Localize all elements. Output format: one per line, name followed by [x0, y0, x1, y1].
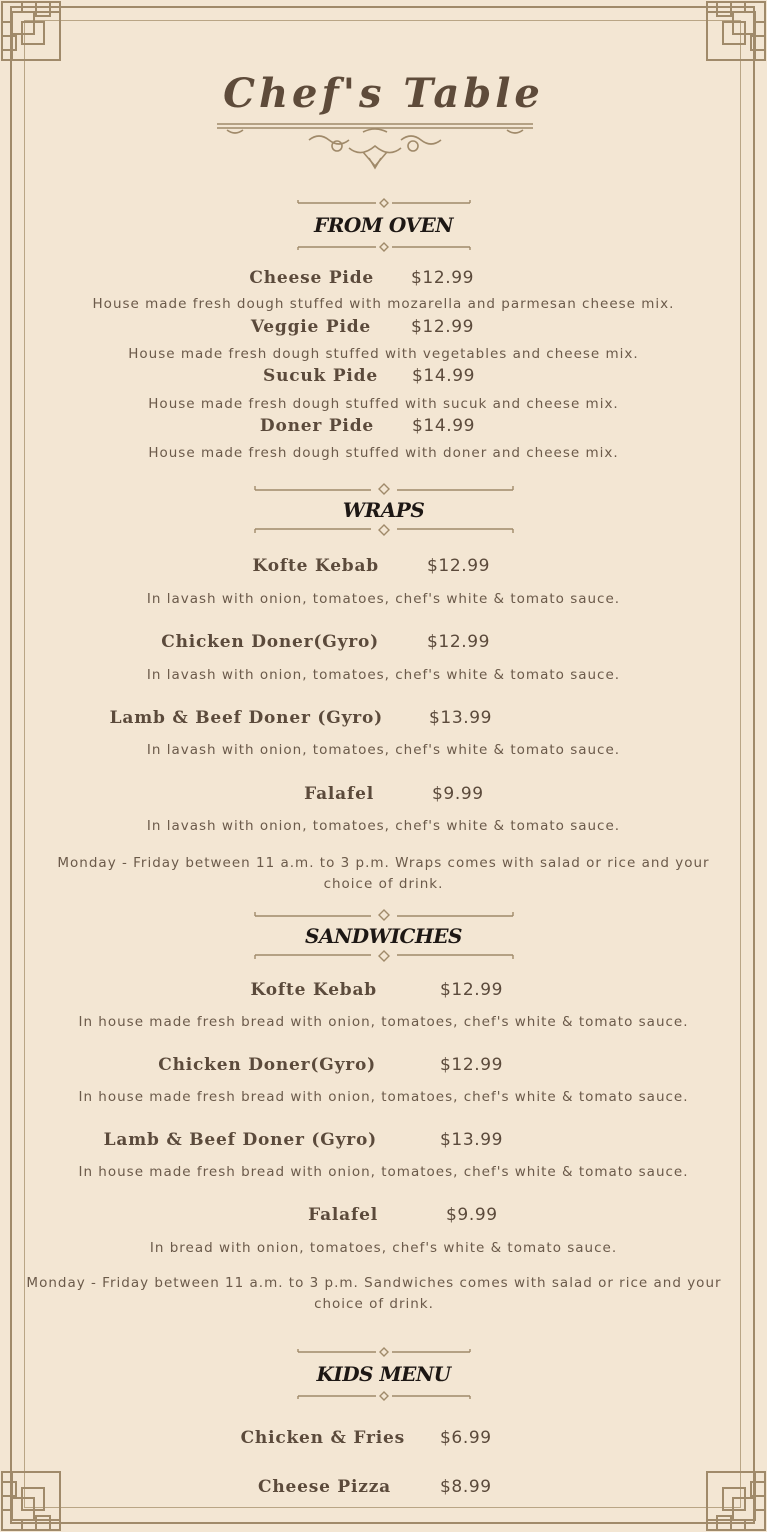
item-description: House made fresh dough stuffed with vegetables and cheese mix.: [128, 346, 639, 362]
section-heading: WRAPS: [342, 498, 425, 522]
title-flourish-icon: [213, 118, 537, 176]
item-name: Kofte Kebab: [252, 556, 379, 576]
item-price: $13.99: [429, 708, 493, 728]
section-heading: SANDWICHES: [305, 924, 462, 948]
menu-item: [0, 1477, 767, 1501]
menu-item: [0, 708, 767, 732]
section-wraps: [0, 481, 767, 538]
menu-item: [0, 556, 767, 580]
item-description: In lavash with onion, tomatoes, chef's white & tomato sauce.: [146, 591, 621, 607]
section-divider-top: [294, 196, 474, 208]
sandwiches-note: Monday - Friday between 11 a.m. to 3 p.m. Sandwiches comes with salad or rice and your choice of drink.: [26, 1275, 722, 1312]
item-name: Falafel: [304, 784, 374, 804]
menu-item: [0, 784, 767, 808]
menu-item: [0, 366, 767, 390]
menu-item: [0, 268, 767, 292]
section-divider-bottom: [294, 1391, 474, 1403]
item-name: Chicken Doner(Gyro): [158, 1055, 376, 1075]
item-name: Chicken & Fries: [240, 1428, 405, 1448]
item-price: $8.99: [440, 1477, 492, 1497]
item-name: Chicken Doner(Gyro): [161, 632, 379, 652]
menu-item: [0, 1205, 767, 1229]
item-description: House made fresh dough stuffed with sucuk and cheese mix.: [148, 396, 619, 412]
menu-item: [0, 980, 767, 1004]
menu-item: [0, 1428, 767, 1452]
item-name: Doner Pide: [259, 416, 374, 436]
section-divider-bottom: [294, 242, 474, 254]
menu-item: [0, 416, 767, 440]
item-price: $14.99: [412, 416, 476, 436]
section-divider-top: [251, 907, 517, 921]
item-description: In house made fresh bread with onion, tomatoes, chef's white & tomato sauce.: [78, 1014, 689, 1030]
item-price: $9.99: [446, 1205, 498, 1225]
item-description: In house made fresh bread with onion, tomatoes, chef's white & tomato sauce.: [78, 1089, 689, 1105]
item-name: Lamb & Beef Doner (Gyro): [109, 708, 383, 728]
section-sandwiches: [0, 907, 767, 964]
item-price: $6.99: [440, 1428, 492, 1448]
item-description: In lavash with onion, tomatoes, chef's white & tomato sauce.: [146, 818, 621, 834]
item-name: Cheese Pide: [249, 268, 374, 288]
item-price: $12.99: [440, 1055, 504, 1075]
item-name: Kofte Kebab: [250, 980, 377, 1000]
section-from-oven: [0, 196, 767, 254]
section-divider-top: [251, 481, 517, 495]
section-divider-top: [294, 1345, 474, 1357]
section-divider-bottom: [251, 950, 517, 964]
item-description: House made fresh dough stuffed with doner and cheese mix.: [148, 445, 619, 461]
section-heading: FROM OVEN: [314, 213, 453, 237]
corner-ornament-icon: [0, 0, 70, 70]
menu-item: [0, 1130, 767, 1154]
item-price: $12.99: [411, 268, 475, 288]
section-kids-menu: [0, 1345, 767, 1403]
item-price: $14.99: [412, 366, 476, 386]
wraps-note: Monday - Friday between 11 a.m. to 3 p.m. Wraps comes with salad or rice and your choice of drink.: [57, 855, 710, 892]
menu-item: [0, 1055, 767, 1079]
menu-title: Chef's Table: [223, 70, 544, 117]
item-description: In lavash with onion, tomatoes, chef's white & tomato sauce.: [146, 667, 621, 683]
item-description: In bread with onion, tomatoes, chef's white & tomato sauce.: [149, 1240, 618, 1256]
menu-item: [0, 632, 767, 656]
menu-item: [0, 317, 767, 341]
item-name: Falafel: [308, 1205, 378, 1225]
section-heading: KIDS MENU: [316, 1362, 451, 1386]
item-name: Sucuk Pide: [263, 366, 378, 386]
item-price: $12.99: [427, 556, 491, 576]
section-divider-bottom: [251, 524, 517, 538]
item-description: House made fresh dough stuffed with mozarella and parmesan cheese mix.: [92, 296, 675, 312]
item-name: Cheese Pizza: [258, 1477, 391, 1497]
item-price: $9.99: [432, 784, 484, 804]
item-price: $12.99: [440, 980, 504, 1000]
item-name: Veggie Pide: [250, 317, 371, 337]
item-price: $13.99: [440, 1130, 504, 1150]
item-price: $12.99: [427, 632, 491, 652]
corner-ornament-icon: [697, 0, 767, 70]
item-description: In lavash with onion, tomatoes, chef's white & tomato sauce.: [146, 742, 621, 758]
item-description: In house made fresh bread with onion, tomatoes, chef's white & tomato sauce.: [78, 1164, 689, 1180]
item-price: $12.99: [411, 317, 475, 337]
item-name: Lamb & Beef Doner (Gyro): [103, 1130, 377, 1150]
